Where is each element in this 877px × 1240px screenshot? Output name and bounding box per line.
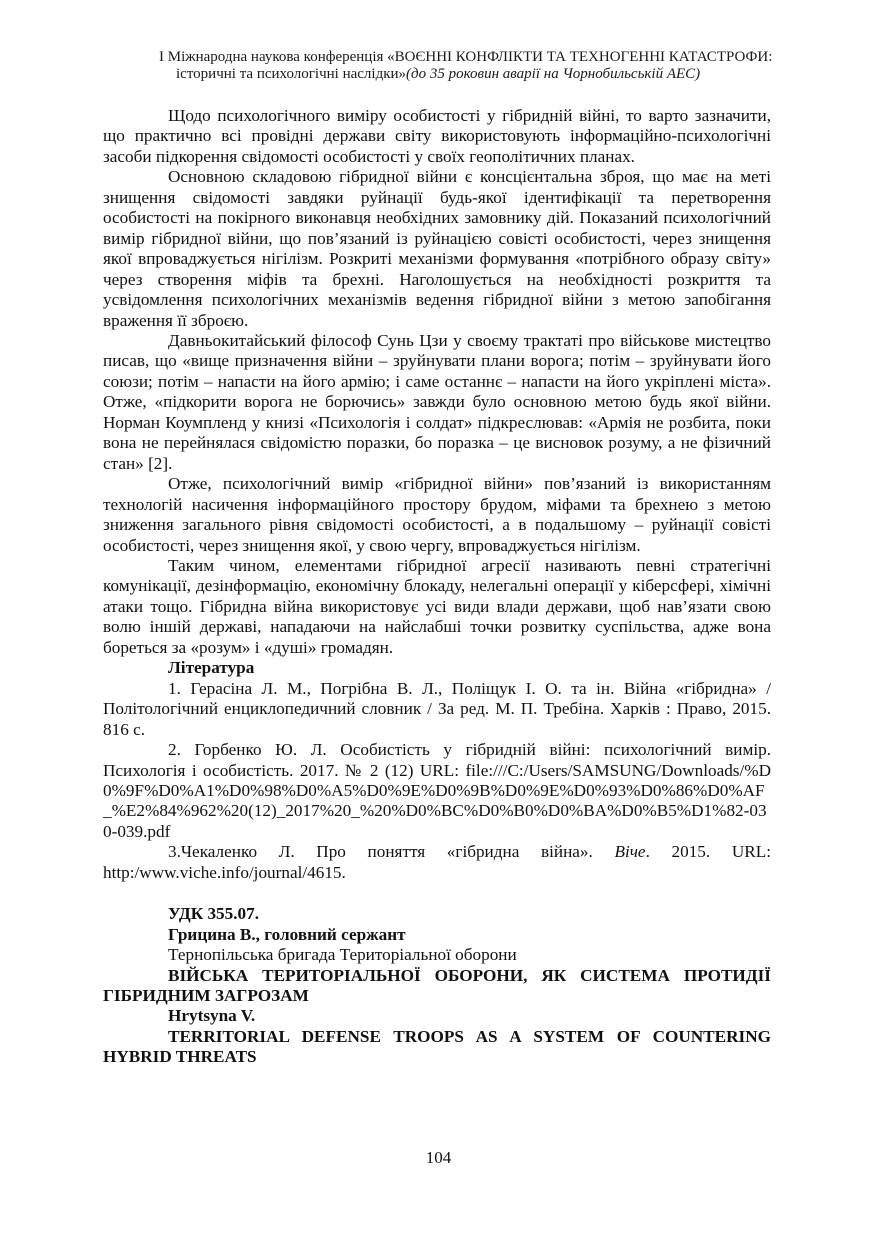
- running-header-italic-note: (до 35 роковин аварії на Чорнобильській АЕС): [406, 66, 701, 82]
- paragraph: Основною складовою гібридної війни є консцієнтальна зброя, що має на меті знищення свідомості завдяки руйнації будь-якої ідентифікації та перетворення особистості на покірного виконавця необхідних замовнику дій. Показаний психологічний вимір гібридної війни, що пов’язаний із руйнацією совісті особистості, через знищення якої впроваджується нігілізм. Розкриті механізми формування «потрібного образу світу» через створення міфів та брехні. Наголошується на необхідності розкриття та усвідомлення психологічних механізмів ведення гібридної війни з метою запобігання враження її зброєю.: [103, 167, 771, 330]
- reference-url[interactable]: file:///C:/Users/SAMSUNG/Downloads/%D0%9F%D0%A1%D0%98%D0%A5%D0%9E%D0%9B%D0%9E%D0%93%D0%86%D0%AF_%E2%84%962%20(12)_2017%20_%20%D0%BC%D0%B0%D0%BA%D0%B5%D1%82-030-039.pdf: [103, 760, 771, 841]
- main-text: [103, 106, 771, 1068]
- running-header-line-1: I Міжнародна наукова конференція «ВОЄННІ КОНФЛІКТИ ТА ТЕХНОГЕННІ КАТАСТРОФИ:: [159, 49, 773, 65]
- reference-text-tail: . 2015. URL: http:/www.viche.info/journal/4615.: [103, 842, 771, 882]
- paragraph: Щодо психологічного виміру особистості у гібридній війні, то варто зазначити, що практично всі провідні держави світу використовують інформаційно-психологічні засоби підкорення свідомості особистості у своїх геополітичних планах.: [103, 106, 771, 166]
- article-title-en: TERRITORIAL DEFENSE TROOPS AS A SYSTEM OF COUNTERING HYBRID THREATS: [103, 1026, 771, 1067]
- literature-section: [103, 658, 771, 883]
- paragraph: Отже, психологічний вимір «гібридної війни» пов’язаний із використанням технологій насичення інформаційного простору брудом, міфами та брехнею з метою зниження загального рівня свідомості особистості, а в подальшому – руйнації совісті особистості, через знищення якої, у свою чергу, впроваджується нігілізм.: [103, 474, 771, 555]
- paragraph: Давньокитайський філософ Сунь Цзи у своєму трактаті про військове мистецтво писав, що «вище призначення війни – зруйнувати плани ворога; потім – зруйнувати його союзи; потім – напасти на його армію; і саме останнє – напасти на його укріплені міста». Отже, «підкорити ворога не борючись» завжди було основною метою будь якої війни. Норман Коумпленд у книзі «Психологія і солдат» підкреслював: «Армія не розбита, поки вона не перейнялася свідомістю поразки, бо поразка – це висновок розуму, а не фізичний стан» [2].: [103, 330, 771, 473]
- reference-item: [103, 740, 771, 842]
- running-header-subtitle: історичні та психологічні наслідки»: [176, 66, 407, 82]
- reference-item: 1. Герасіна Л. М., Погрібна В. Л., Поліщук І. О. та ін. Війна «гібридна» / Політологічний енциклопедичний словник / За ред. М. П. Требіна. Харків : Право, 2015. 816 с.: [103, 678, 771, 739]
- reference-item: [103, 842, 771, 883]
- running-header: [100, 49, 780, 83]
- author-line-en: Hrytsyna V.: [168, 1006, 256, 1026]
- running-header-line-2: [100, 66, 780, 83]
- next-article-header: [103, 904, 771, 1068]
- literature-heading: Література: [168, 658, 255, 678]
- page-number: 104: [425, 1148, 452, 1167]
- reference-text: 2. Горбенко Ю. Л. Особистість у гібридній війні: психологічний вимір. Психологія і особистість. 2017. № 2 (12) URL:: [103, 740, 771, 780]
- author-line: Грицина В., головний сержант: [168, 924, 406, 944]
- paragraph: Таким чином, елементами гібридної агресії називають певні стратегічні комунікації, дезінформацію, економічну блокаду, нелегальні операції у кіберсфері, хімічні атаки тощо. Гібридна війна використовує усі види влади держави, щоб нав’язати свою волю іншій державі, нападаючи на найслабші точки розвитку суспільства, адже вона бореться за «розум» і «душі» громадян.: [103, 555, 771, 657]
- udk-code: УДК 355.07.: [168, 904, 260, 924]
- affiliation: Тернопільська бригада Територіальної оборони: [168, 945, 517, 965]
- article-title-ua: ВІЙСЬКА ТЕРИТОРІАЛЬНОЇ ОБОРОНИ, ЯК СИСТЕМА ПРОТИДІЇ ГІБРИДНИМ ЗАГРОЗАМ: [103, 965, 771, 1006]
- reference-journal: Віче: [614, 842, 646, 862]
- reference-text: 3.Чекаленко Л. Про поняття «гібридна війна».: [168, 842, 615, 862]
